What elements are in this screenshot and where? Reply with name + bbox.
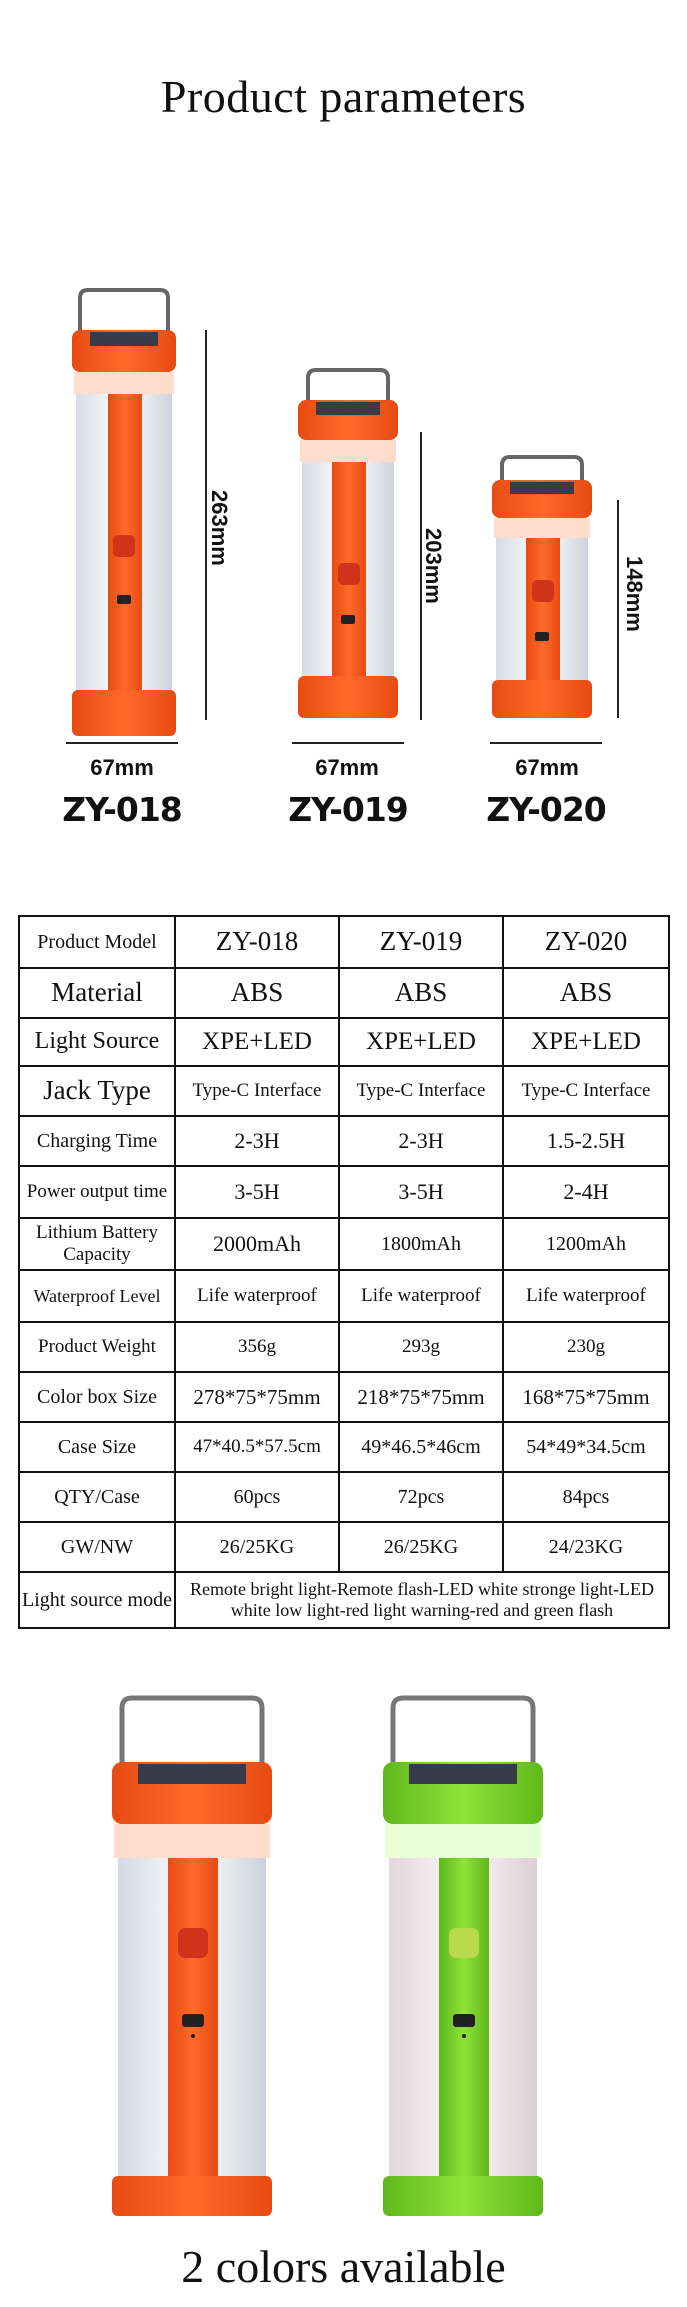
cell: Life waterproof — [175, 1270, 339, 1322]
cell: 168*75*75mm — [503, 1372, 669, 1422]
model-label-zy-020: ZY-020 — [486, 790, 606, 829]
row-label: Lithium Battery Capacity — [19, 1218, 175, 1270]
cell: 26/25KG — [339, 1522, 503, 1572]
cell: 1200mAh — [503, 1218, 669, 1270]
lantern-lineup-illustration — [0, 280, 687, 760]
table-row — [19, 1018, 669, 1066]
width-label-zy-019: 67mm — [315, 755, 379, 780]
cell: 47*40.5*57.5cm — [175, 1422, 339, 1472]
table-row — [19, 1166, 669, 1218]
cell: 49*46.5*46cm — [339, 1422, 503, 1472]
color-variants-illustration — [0, 1690, 687, 2220]
cell: ABS — [339, 968, 503, 1018]
cell: ABS — [503, 968, 669, 1018]
cell: XPE+LED — [339, 1018, 503, 1066]
row-label: Product Weight — [19, 1322, 175, 1372]
table-row-light-mode — [19, 1572, 669, 1628]
table-row — [19, 1066, 669, 1116]
width-label-zy-018: 67mm — [90, 755, 154, 780]
height-dimension-line-zy-020 — [617, 500, 619, 718]
table-row — [19, 916, 669, 968]
row-label: QTY/Case — [19, 1472, 175, 1522]
cell: 2-3H — [339, 1116, 503, 1166]
cell: 293g — [339, 1322, 503, 1372]
cell: 2-4H — [503, 1166, 669, 1218]
cell: ABS — [175, 968, 339, 1018]
cell: 3-5H — [175, 1166, 339, 1218]
height-label-zy-019: 203mm — [421, 528, 446, 604]
cell: 2000mAh — [175, 1218, 339, 1270]
table-row — [19, 1218, 669, 1270]
row-label: Jack Type — [19, 1066, 175, 1116]
cell: ZY-018 — [175, 916, 339, 968]
cell: 278*75*75mm — [175, 1372, 339, 1422]
cell: 24/23KG — [503, 1522, 669, 1572]
cell: 2-3H — [175, 1116, 339, 1166]
table-row — [19, 1522, 669, 1572]
height-label-zy-018: 263mm — [207, 490, 232, 566]
cell: Type-C Interface — [339, 1066, 503, 1116]
cell: 230g — [503, 1322, 669, 1372]
row-label: Light Source — [19, 1018, 175, 1066]
cell: XPE+LED — [175, 1018, 339, 1066]
cell: 72pcs — [339, 1472, 503, 1522]
light-mode-description: Remote bright light-Remote flash-LED white stronge light-LED white low light-red light warning-red and green flash — [175, 1572, 669, 1628]
lantern-zy-019 — [298, 370, 398, 718]
spec-table — [18, 915, 670, 1629]
table-row — [19, 1372, 669, 1422]
cell: 3-5H — [339, 1166, 503, 1218]
cell: XPE+LED — [503, 1018, 669, 1066]
cell: 26/25KG — [175, 1522, 339, 1572]
cell: Type-C Interface — [175, 1066, 339, 1116]
row-label: Waterproof Level — [19, 1270, 175, 1322]
lantern-zy-020 — [492, 457, 592, 718]
lantern-green — [383, 1698, 543, 2216]
width-label-zy-020: 67mm — [515, 755, 579, 780]
width-dimension-line-zy-019 — [292, 742, 404, 744]
row-label: Charging Time — [19, 1116, 175, 1166]
height-label-zy-020: 148mm — [622, 556, 647, 632]
row-label: Light source mode — [19, 1572, 175, 1628]
table-row — [19, 1322, 669, 1372]
lantern-orange — [112, 1698, 272, 2216]
table-row — [19, 1270, 669, 1322]
table-row — [19, 1422, 669, 1472]
cell: Life waterproof — [339, 1270, 503, 1322]
row-label: GW/NW — [19, 1522, 175, 1572]
table-row — [19, 1472, 669, 1522]
row-label: Case Size — [19, 1422, 175, 1472]
row-label: Product Model — [19, 916, 175, 968]
cell: 84pcs — [503, 1472, 669, 1522]
width-dimension-line-zy-018 — [66, 742, 178, 744]
cell: ZY-019 — [339, 916, 503, 968]
cell: 356g — [175, 1322, 339, 1372]
cell: Life waterproof — [503, 1270, 669, 1322]
cell: 60pcs — [175, 1472, 339, 1522]
row-label: Power output time — [19, 1166, 175, 1218]
colors-available-caption: 2 colors available — [181, 2241, 506, 2292]
row-label: Color box Size — [19, 1372, 175, 1422]
cell: 218*75*75mm — [339, 1372, 503, 1422]
cell: 54*49*34.5cm — [503, 1422, 669, 1472]
width-dimension-line-zy-020 — [490, 742, 602, 744]
cell: Type-C Interface — [503, 1066, 669, 1116]
cell: ZY-020 — [503, 916, 669, 968]
model-label-zy-019: ZY-019 — [288, 790, 408, 829]
row-label: Material — [19, 968, 175, 1018]
lantern-zy-018 — [72, 290, 176, 736]
table-row — [19, 1116, 669, 1166]
cell: 1800mAh — [339, 1218, 503, 1270]
table-row — [19, 968, 669, 1018]
model-label-zy-018: ZY-018 — [62, 790, 182, 829]
cell: 1.5-2.5H — [503, 1116, 669, 1166]
page-title: Product parameters — [160, 71, 527, 122]
